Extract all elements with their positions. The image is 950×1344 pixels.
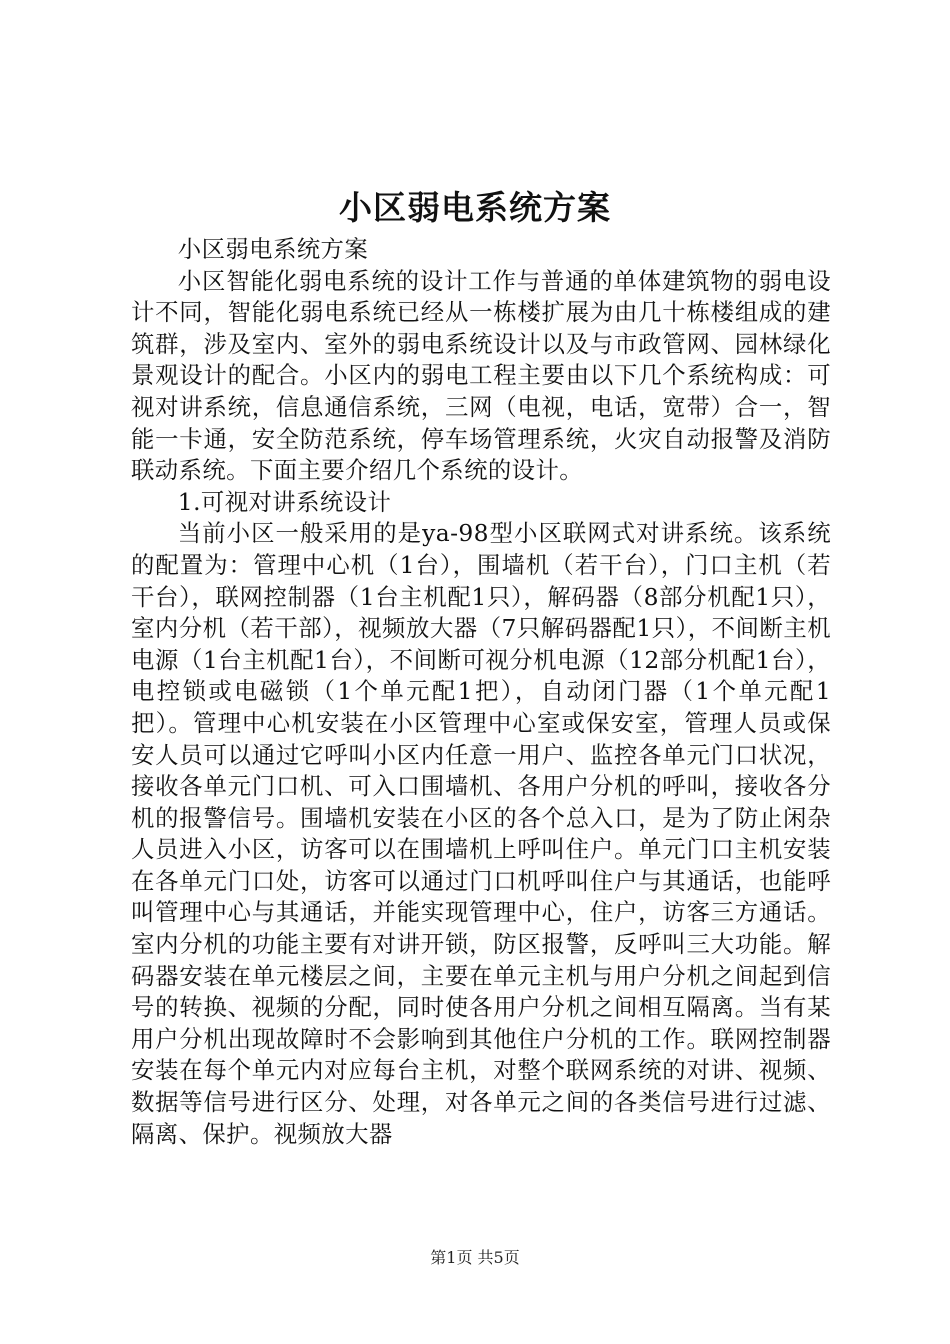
paragraph-heading: 小区弱电系统方案 bbox=[177, 235, 369, 263]
paragraph-intro: 小区智能化弱电系统的设计工作与普通的单体建筑物的弱电设计不同，智能化弱电系统已经从一栋楼扩展为由几十栋楼组成的建筑群，涉及室内、室外的弱电系统设计以及与市政管网、园林绿化景观设计的配合。小区内的弱电工程主要由以下几个系统构成：可视对讲系统，信息通信系统，三网（电视，电话，宽带）合一，智能一卡通，安全防范系统，停车场管理系统，火灾自动报警及消防联动系统。下面主要介绍几个系统的设计。 bbox=[131, 266, 831, 485]
page-footer: 第1页 共5页 bbox=[430, 1248, 520, 1267]
document-title: 小区弱电系统方案 bbox=[339, 188, 611, 227]
section-heading: 1.可视对讲系统设计 bbox=[177, 487, 392, 516]
paragraph-intercom: 当前小区一般采用的是ya-98型小区联网式对讲系统。该系统的配置为：管理中心机（1台），围墙机（若干台），门口主机（若干台），联网控制器（1台主机配1只），解码器（8部分机配1只），室内分机（若干部），视频放大器（7只解码器配1只），不间断主机电源（1台主机配1台），不间断可视分机电源（12部分机配1台），电控锁或电磁锁（1个单元配1把），自动闭门器（1个单元配1把）。管理中心机安装在小区管理中心室或保安室，管理人员或保安人员可以通过它呼叫小区内任意一用户、监控各单元门口状况，接收各单元门口机、可入口围墙机、各用户分机的呼叫，接收各分机的报警信号。围墙机安装在小区的各个总入口，是为了防止闲杂人员进入小区，访客可以在围墙机上呼叫住户。单元门口主机安装在各单元门口处，访客可以通过门口机呼叫住户与其通话，也能呼叫管理中心与其通话，并能实现管理中心，住户，访客三方通话。室内分机的功能主要有对讲开锁，防区报警，反呼叫三大功能。解码器安装在单元楼层之间，主要在单元主机与用户分机之间起到信号的转换、视频的分配，同时使各用户分机之间相互隔离。当有某用户分机出现故障时不会影响到其他住户分机的工作。联网控制器安装在每个单元内对应每台主机，对整个联网系统的对讲、视频、数据等信号进行区分、处理，对各单元之间的各类信号进行过滤、隔离、保护。视频放大器 bbox=[131, 519, 831, 1148]
document-body bbox=[131, 234, 831, 1150]
